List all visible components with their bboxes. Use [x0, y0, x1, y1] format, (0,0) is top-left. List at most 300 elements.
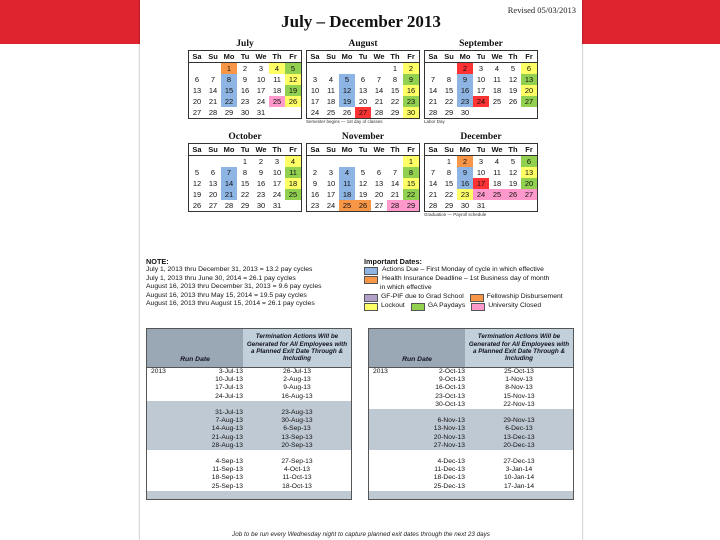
month-note: Semester begins — 1st day of classes — [306, 119, 383, 124]
exit-date-cell: 23-Aug-13 — [281, 408, 313, 416]
note-line: August 16, 2013 thru August 15, 2014 = 26.1 pay cycles — [146, 300, 315, 308]
weekday-header: Sa — [307, 144, 323, 156]
day-cell — [387, 156, 403, 167]
weekday-header: We — [489, 51, 505, 63]
day-cell: 6 — [521, 63, 537, 74]
day-cell: 24 — [326, 201, 336, 210]
legend-label: Health Insurance Deadline – 1st Business day of month — [382, 275, 550, 283]
note-line: July 1, 2013 thru December 31, 2013 = 13.2 pay cycles — [146, 266, 313, 274]
day-cell: 21 — [428, 190, 438, 199]
year-cell — [369, 393, 395, 401]
weekday-header: Mo — [457, 144, 473, 156]
month-grid — [306, 50, 420, 119]
day-cell: 8 — [446, 168, 452, 177]
day-cell — [285, 200, 301, 211]
brand-bar-right — [582, 0, 720, 44]
day-cell: 5 — [339, 74, 355, 85]
day-cell: 5 — [285, 63, 301, 74]
months-grid — [188, 38, 540, 224]
day-cell: 25 — [492, 97, 502, 106]
month-note: Labor Day — [424, 119, 445, 124]
weekday-header: Su — [323, 144, 339, 156]
day-cell: 2 — [242, 64, 248, 73]
day-cell — [307, 156, 323, 167]
weekday-header: Th — [505, 144, 521, 156]
day-cell — [521, 200, 537, 211]
day-cell: 1 — [242, 157, 248, 166]
table-row — [369, 417, 573, 425]
day-cell: 27 — [355, 107, 371, 118]
day-cell: 10 — [256, 75, 266, 84]
table-row — [147, 417, 351, 425]
day-cell: 13 — [521, 74, 537, 85]
table-row — [147, 376, 351, 384]
month-grid — [424, 143, 538, 212]
weekday-header: Fr — [403, 144, 419, 156]
day-cell: 26 — [192, 201, 202, 210]
day-cell: 10 — [272, 168, 282, 177]
year-cell — [147, 458, 173, 466]
day-cell — [205, 156, 221, 167]
weekday-header: Su — [323, 51, 339, 63]
day-cell: 10 — [310, 86, 320, 95]
exit-date-cell: 2-Aug-13 — [283, 376, 311, 384]
run-date-cell: 30-Oct-13 — [435, 400, 465, 408]
day-cell: 21 — [221, 189, 237, 200]
exit-date-cell: 13-Dec-13 — [503, 433, 535, 441]
day-cell — [371, 63, 387, 74]
day-cell: 30 — [460, 201, 470, 210]
run-date-cell: 31-Jul-13 — [215, 408, 243, 416]
day-cell: 12 — [358, 179, 368, 188]
exit-date-cell: 16-Aug-13 — [281, 392, 313, 400]
day-cell: 19 — [192, 190, 202, 199]
day-cell: 23 — [256, 190, 266, 199]
day-cell: 19 — [285, 85, 301, 96]
legend-sub: in which effective — [380, 284, 432, 292]
day-cell — [505, 107, 521, 118]
day-cell: 9 — [258, 168, 264, 177]
weekday-header: Sa — [425, 51, 441, 63]
legend-swatch — [471, 303, 485, 311]
year-cell — [369, 401, 395, 409]
day-cell: 27 — [521, 189, 537, 200]
day-cell — [355, 156, 371, 167]
weekday-header: Su — [205, 144, 221, 156]
run-date-cell: 23-Oct-13 — [435, 392, 465, 400]
exit-date-cell: 15-Nov-13 — [503, 392, 535, 400]
month-row — [188, 131, 540, 218]
year-cell — [369, 409, 395, 417]
run-date-cell: 11-Dec-13 — [434, 466, 465, 474]
legend-item — [364, 266, 580, 275]
table-row — [147, 458, 351, 466]
legend-swatch — [411, 303, 425, 311]
table-row — [147, 384, 351, 392]
day-cell: 19 — [508, 86, 518, 95]
day-cell: 20 — [192, 97, 202, 106]
day-cell: 4 — [339, 167, 355, 178]
day-cell: 13 — [192, 86, 202, 95]
day-cell: 26 — [505, 189, 521, 200]
exit-date-cell — [465, 450, 573, 458]
table-row — [369, 442, 573, 450]
col-termination: Termination Actions Will be Generated for All Employees with a Planned Exit Date Through & Including — [465, 329, 573, 367]
exit-date-cell: 18-Oct-13 — [282, 482, 312, 490]
day-cell — [285, 107, 301, 118]
year-cell — [147, 434, 173, 442]
day-cell — [425, 63, 441, 74]
day-cell — [221, 156, 237, 167]
exit-date-cell: 10-Jan-14 — [503, 474, 535, 482]
weekday-header: Th — [269, 144, 285, 156]
day-cell: 23 — [310, 201, 320, 210]
brand-bar-left — [0, 0, 140, 44]
day-cell: 15 — [444, 86, 454, 95]
day-cell — [489, 107, 505, 118]
run-date-cell — [173, 450, 243, 458]
day-cell: 17 — [473, 178, 489, 189]
table-row — [147, 368, 351, 376]
day-cell: 31 — [476, 201, 486, 210]
day-cell: 2 — [457, 63, 473, 74]
exit-date-cell — [465, 491, 573, 499]
month-title: November — [341, 132, 385, 142]
day-cell: 17 — [256, 86, 266, 95]
month-grid — [306, 143, 420, 212]
day-cell: 23 — [403, 96, 419, 107]
day-cell — [473, 107, 489, 118]
note-line: August 16, 2013 thru December 31, 2013 = 9.6 pay cycles — [146, 283, 322, 291]
day-cell: 5 — [360, 168, 366, 177]
day-cell: 3 — [258, 64, 264, 73]
exit-date-cell: 6-Sep-13 — [283, 425, 311, 433]
day-cell: 20 — [374, 190, 384, 199]
day-cell: 11 — [285, 167, 301, 178]
table-row — [147, 442, 351, 450]
day-cell: 14 — [428, 179, 438, 188]
weekday-header: Su — [441, 51, 457, 63]
day-cell: 3 — [478, 157, 484, 166]
day-cell: 18 — [492, 86, 502, 95]
table-row — [147, 434, 351, 442]
run-date-cell: 21-Aug-13 — [211, 433, 243, 441]
day-cell: 30 — [240, 108, 250, 117]
weekday-header: Th — [505, 51, 521, 63]
day-cell: 24 — [473, 96, 489, 107]
run-date-table-left — [146, 328, 352, 500]
day-cell: 15 — [444, 179, 454, 188]
legend-row — [364, 293, 580, 302]
legend-label: GA Paydays — [427, 302, 466, 310]
day-cell — [371, 156, 387, 167]
day-cell: 25 — [489, 189, 505, 200]
run-date-cell: 4-Dec-13 — [437, 458, 465, 466]
year-cell — [147, 442, 173, 450]
important-heading: Important Dates: — [364, 257, 422, 266]
run-date-cell: 18-Sep-13 — [211, 474, 243, 482]
weekday-header: Su — [205, 51, 221, 63]
day-cell: 8 — [446, 75, 452, 84]
day-cell: 30 — [403, 107, 419, 118]
table-row — [369, 474, 573, 482]
day-cell: 8 — [403, 167, 419, 178]
weekday-header: We — [371, 144, 387, 156]
table-row — [147, 425, 351, 433]
year-cell — [147, 450, 173, 458]
day-cell: 11 — [339, 178, 355, 189]
legend-swatch — [470, 294, 484, 302]
day-cell: 9 — [242, 75, 248, 84]
day-cell: 11 — [273, 75, 281, 84]
month-november — [306, 131, 420, 218]
day-cell: 28 — [428, 108, 438, 117]
day-cell: 13 — [374, 179, 384, 188]
year-cell — [369, 458, 395, 466]
day-cell: 20 — [208, 190, 218, 199]
day-cell: 27 — [521, 96, 537, 107]
run-date-cell: 13-Nov-13 — [433, 425, 465, 433]
weekday-header: Mo — [457, 51, 473, 63]
day-cell: 20 — [521, 178, 537, 189]
run-date-cell — [395, 450, 465, 458]
weekday-header: Th — [269, 51, 285, 63]
day-cell: 21 — [208, 97, 218, 106]
day-cell: 7 — [376, 75, 382, 84]
year-cell — [369, 466, 395, 474]
day-cell: 11 — [493, 75, 501, 84]
month-grid — [424, 50, 538, 119]
weekday-header: Th — [387, 51, 403, 63]
year-cell — [369, 450, 395, 458]
day-cell — [339, 156, 355, 167]
day-cell: 10 — [326, 179, 336, 188]
day-cell: 16 — [457, 178, 473, 189]
day-cell: 9 — [312, 179, 318, 188]
day-cell: 16 — [256, 179, 266, 188]
day-cell — [489, 200, 505, 211]
table-row — [147, 466, 351, 474]
day-cell: 24 — [473, 189, 489, 200]
day-cell — [425, 156, 441, 167]
table-row — [369, 434, 573, 442]
run-date-cell: 20-Nov-13 — [433, 433, 465, 441]
table-row — [147, 450, 351, 458]
day-cell: 10 — [476, 75, 486, 84]
weekday-header: Fr — [403, 51, 419, 63]
day-cell: 28 — [387, 200, 403, 211]
month-note — [306, 212, 420, 218]
table-row — [369, 376, 573, 384]
day-cell: 17 — [272, 179, 282, 188]
day-cell: 3 — [274, 157, 280, 166]
day-cell: 6 — [194, 75, 200, 84]
day-cell: 2 — [312, 168, 318, 177]
day-cell: 7 — [392, 168, 398, 177]
month-row — [188, 38, 540, 125]
col-termination: Termination Actions Will be Generated for All Employees with a Planned Exit Date Through & Including — [243, 329, 351, 367]
day-cell: 6 — [360, 75, 366, 84]
weekday-header: We — [253, 144, 269, 156]
revised-date: Revised 05/03/2013 — [507, 5, 576, 15]
year-cell — [369, 442, 395, 450]
year-cell — [147, 376, 173, 384]
run-date-cell: 11-Sep-13 — [212, 466, 243, 474]
legend-swatch — [364, 303, 378, 311]
table-row — [147, 491, 351, 499]
day-cell: 18 — [326, 97, 336, 106]
month-october — [188, 131, 302, 218]
day-cell: 24 — [310, 108, 320, 117]
day-cell: 23 — [457, 96, 473, 107]
month-note — [188, 212, 302, 218]
year-cell: 2013 — [151, 368, 166, 375]
calendar-document — [140, 0, 582, 540]
exit-date-cell: 27-Sep-13 — [281, 458, 313, 466]
month-grid — [188, 50, 302, 119]
legend-swatch — [364, 294, 378, 302]
run-date-cell: 14-Aug-13 — [211, 425, 243, 433]
weekday-header: Fr — [521, 144, 537, 156]
exit-date-cell: 26-Jul-13 — [283, 368, 311, 375]
run-date-cell — [395, 409, 465, 417]
day-cell: 31 — [272, 201, 282, 210]
day-cell: 11 — [327, 86, 335, 95]
run-date-cell: 6-Nov-13 — [437, 417, 465, 425]
table-row — [147, 474, 351, 482]
day-cell: 18 — [272, 86, 282, 95]
day-cell: 4 — [494, 64, 500, 73]
weekday-header: Mo — [221, 51, 237, 63]
exit-date-cell: 20-Dec-13 — [503, 441, 535, 449]
exit-date-cell: 13-Sep-13 — [281, 433, 313, 441]
day-cell: 6 — [210, 168, 216, 177]
month-title: December — [460, 132, 502, 142]
month-july — [188, 38, 302, 125]
year-cell — [369, 434, 395, 442]
table-row — [369, 401, 573, 409]
day-cell: 15 — [403, 178, 419, 189]
day-cell: 11 — [493, 168, 501, 177]
table-row — [369, 483, 573, 491]
day-cell: 16 — [240, 86, 250, 95]
table-row — [147, 409, 351, 417]
month-title: September — [459, 39, 503, 49]
day-cell: 26 — [285, 96, 301, 107]
year-cell — [147, 384, 173, 392]
day-cell: 15 — [240, 179, 250, 188]
day-cell — [307, 63, 323, 74]
day-cell: 7 — [430, 75, 436, 84]
exit-date-cell — [243, 401, 351, 409]
day-cell: 19 — [358, 190, 368, 199]
day-cell: 29 — [403, 200, 419, 211]
day-cell: 14 — [428, 86, 438, 95]
exit-date-cell: 1-Nov-13 — [505, 376, 533, 384]
day-cell: 22 — [403, 189, 419, 200]
table-row — [369, 409, 573, 417]
day-cell: 20 — [521, 85, 537, 96]
weekday-header: We — [489, 144, 505, 156]
day-cell — [323, 156, 339, 167]
legend-swatch — [364, 267, 378, 275]
exit-date-cell: 30-Aug-13 — [281, 417, 313, 425]
day-cell: 22 — [444, 190, 454, 199]
legend-label: Actions Due – First Monday of cycle in which effective — [382, 266, 544, 274]
run-date-cell: 9-Oct-13 — [438, 376, 465, 384]
weekday-header: Th — [387, 144, 403, 156]
day-cell: 26 — [342, 108, 352, 117]
day-cell: 8 — [221, 74, 237, 85]
weekday-header: Fr — [285, 51, 301, 63]
run-date-cell — [173, 491, 243, 499]
month-title: August — [348, 39, 378, 49]
day-cell: 6 — [521, 156, 537, 167]
day-cell — [521, 107, 537, 118]
day-cell: 12 — [192, 179, 202, 188]
table-row — [369, 491, 573, 499]
day-cell: 15 — [221, 85, 237, 96]
day-cell: 6 — [376, 168, 382, 177]
year-cell — [147, 417, 173, 425]
day-cell: 29 — [444, 108, 454, 117]
exit-date-cell: 17-Jan-14 — [503, 482, 535, 490]
day-cell: 8 — [392, 75, 398, 84]
day-cell: 5 — [510, 64, 516, 73]
exit-date-cell: 9-Aug-13 — [283, 384, 311, 392]
day-cell — [189, 63, 205, 74]
month-title: October — [228, 132, 262, 142]
year-cell — [147, 483, 173, 491]
day-cell: 7 — [221, 167, 237, 178]
day-cell: 7 — [430, 168, 436, 177]
weekday-header: Tu — [237, 51, 253, 63]
day-cell: 2 — [457, 156, 473, 167]
weekday-header: Tu — [473, 144, 489, 156]
day-cell — [339, 63, 355, 74]
day-cell: 7 — [210, 75, 216, 84]
exit-date-cell: 29-Nov-13 — [503, 417, 535, 425]
day-cell: 16 — [457, 85, 473, 96]
run-date-cell: 16-Oct-13 — [435, 384, 465, 392]
run-date-cell: 10-Jul-13 — [215, 376, 243, 384]
day-cell: 27 — [374, 201, 384, 210]
year-cell — [369, 483, 395, 491]
day-cell: 23 — [457, 189, 473, 200]
exit-date-cell — [465, 409, 573, 417]
weekday-header: Sa — [189, 144, 205, 156]
day-cell: 2 — [403, 63, 419, 74]
weekday-header: Tu — [355, 51, 371, 63]
day-cell: 22 — [390, 97, 400, 106]
weekday-header: Sa — [307, 51, 323, 63]
run-date-cell: 3-Jul-13 — [218, 368, 243, 375]
day-cell: 21 — [374, 97, 384, 106]
day-cell: 26 — [355, 200, 371, 211]
run-date-cell: 17-Jul-13 — [215, 384, 243, 392]
day-cell: 5 — [510, 157, 516, 166]
day-cell: 27 — [192, 108, 202, 117]
legend-label: Fellowship Disbursement — [486, 293, 563, 301]
day-cell: 30 — [460, 108, 470, 117]
col-run-date: Run Date — [402, 356, 432, 363]
day-cell: 22 — [240, 190, 250, 199]
weekday-header: Fr — [285, 144, 301, 156]
important-dates-block — [364, 258, 580, 311]
day-cell: 28 — [428, 201, 438, 210]
exit-date-cell — [243, 491, 351, 499]
day-cell — [505, 200, 521, 211]
